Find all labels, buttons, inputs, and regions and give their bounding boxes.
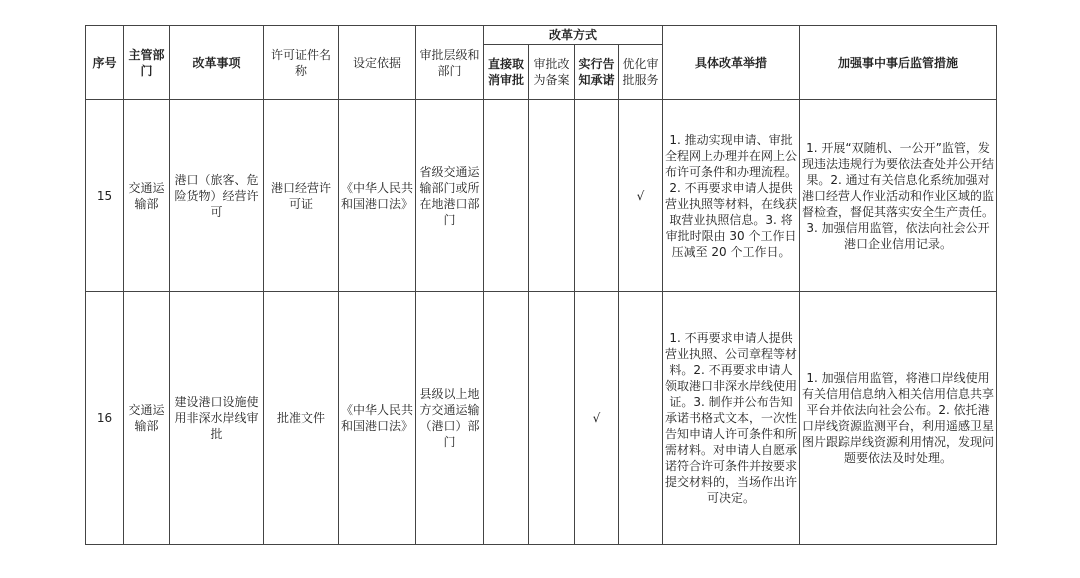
row-seq: 15 bbox=[86, 100, 124, 292]
header-row bbox=[86, 26, 997, 45]
mark-commitment bbox=[575, 100, 619, 292]
row-level: 省级交通运输部门或所在地港口部门 bbox=[416, 100, 484, 292]
mark-cancel bbox=[484, 100, 529, 292]
mark-optimize bbox=[619, 292, 663, 545]
header-methods-title: 改革方式 bbox=[484, 26, 663, 45]
method-optimize: 优化审批服务 bbox=[619, 45, 663, 100]
table-row bbox=[86, 292, 997, 545]
mark-filing bbox=[529, 292, 575, 545]
row-item: 建设港口设施使用非深水岸线审批 bbox=[170, 292, 264, 545]
row-item: 港口（旅客、危险货物）经营许可 bbox=[170, 100, 264, 292]
mark-filing bbox=[529, 100, 575, 292]
header-item: 改革事项 bbox=[170, 26, 264, 100]
header-seq: 序号 bbox=[86, 26, 124, 100]
mark-cancel bbox=[484, 292, 529, 545]
method-cancel: 直接取消审批 bbox=[484, 45, 529, 100]
method-filing: 审批改为备案 bbox=[529, 45, 575, 100]
header-dept: 主管部门 bbox=[124, 26, 170, 100]
row-supervision: 1. 开展“双随机、一公开”监管，发现违法违规行为要依法查处并公开结果。2. 通过有关信息化系统加强对港口经营人作业活动和作业区域的监督检查，督促其落实安全生产责任。3. 加强信用监管，依法向社会公开港口企业信用记录。 bbox=[800, 100, 997, 292]
row-dept: 交通运输部 bbox=[124, 100, 170, 292]
row-basis: 《中华人民共和国港口法》 bbox=[339, 100, 416, 292]
check-mark-icon: √ bbox=[619, 100, 663, 292]
row-supervision: 1. 加强信用监管，将港口岸线使用有关信用信息纳入相关信用信息共享平台并依法向社会公布。2. 依托港口岸线资源监测平台，利用遥感卫星图片跟踪岸线资源利用情况，发现问题要依法及时处理。 bbox=[800, 292, 997, 545]
row-license: 批准文件 bbox=[264, 292, 339, 545]
check-mark-icon: √ bbox=[575, 292, 619, 545]
row-measures: 1. 不再要求申请人提供营业执照、公司章程等材料。2. 不再要求申请人领取港口非深水岸线使用证。3. 制作并公布告知承诺书格式文本，一次性告知申请人许可条件和所需材料。对申请人自愿承诺符合许可条件并按要求提交材料的，当场作出许可决定。 bbox=[663, 292, 800, 545]
row-level: 县级以上地方交通运输（港口）部门 bbox=[416, 292, 484, 545]
header-supervision: 加强事中事后监管措施 bbox=[800, 26, 997, 100]
header-basis: 设定依据 bbox=[339, 26, 416, 100]
row-dept: 交通运输部 bbox=[124, 292, 170, 545]
row-measures: 1. 推动实现申请、审批全程网上办理并在网上公布许可条件和办理流程。2. 不再要求申请人提供营业执照等材料，在线获取营业执照信息。3. 将审批时限由 30 个工作日压减至 20 个工作日。 bbox=[663, 100, 800, 292]
row-license: 港口经营许可证 bbox=[264, 100, 339, 292]
reform-table bbox=[85, 25, 997, 545]
header-license: 许可证件名称 bbox=[264, 26, 339, 100]
method-commitment: 实行告知承诺 bbox=[575, 45, 619, 100]
row-seq: 16 bbox=[86, 292, 124, 545]
header-level: 审批层级和部门 bbox=[416, 26, 484, 100]
table-row bbox=[86, 100, 997, 292]
header-measures: 具体改革举措 bbox=[663, 26, 800, 100]
row-basis: 《中华人民共和国港口法》 bbox=[339, 292, 416, 545]
